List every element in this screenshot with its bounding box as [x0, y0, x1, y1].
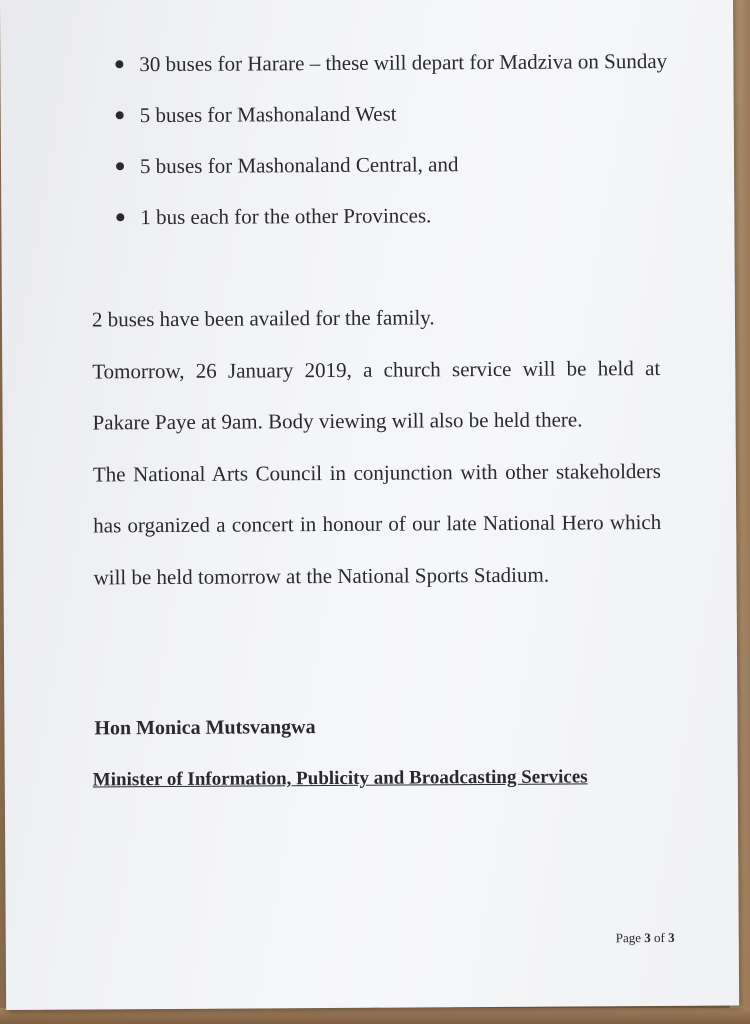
- list-item-text: 5 buses for Mashonaland West: [139, 101, 397, 128]
- list-item: [116, 138, 676, 192]
- page-of: of: [653, 929, 665, 946]
- signatory-name: Hon Monica Mutsvangwa: [94, 716, 316, 740]
- list-item: [116, 189, 676, 243]
- bullet-icon: [116, 162, 124, 170]
- bullet-icon: [115, 60, 123, 68]
- list-item-text: 1 bus each for the other Provinces.: [140, 203, 432, 230]
- page-total: 3: [668, 929, 675, 945]
- bullet-icon: [116, 213, 124, 221]
- page-label: Page: [615, 930, 642, 946]
- page-current: 3: [644, 930, 651, 946]
- church-service-paragraph: Tomorrow, 26 January 2019, a church service will be held at Pakare Paye at 9am. Body viewing will also be held there.: [92, 355, 661, 435]
- table-surface-bottom: [0, 1008, 750, 1024]
- list-item-text: 30 buses for Harare – these will depart for Madziva on Sunday: [139, 48, 668, 77]
- body-text: [92, 291, 662, 603]
- bus-allocation-list: [115, 36, 676, 243]
- concert-paragraph: The National Arts Council in conjunction with other stakeholders has organized a concert in honour of our late National Hero which will be held tomorrow at the National Sports Stadium.: [92, 458, 662, 589]
- list-item: [115, 36, 675, 90]
- signatory-title: Minister of Information, Publicity and Broadcasting Services: [92, 766, 588, 791]
- family-buses-paragraph: 2 buses have been availed for the family.: [91, 305, 435, 332]
- list-item-text: 5 buses for Mashonaland Central, and: [139, 152, 459, 179]
- list-item: [116, 87, 676, 141]
- bullet-icon: [116, 111, 124, 119]
- page-number: [616, 930, 675, 946]
